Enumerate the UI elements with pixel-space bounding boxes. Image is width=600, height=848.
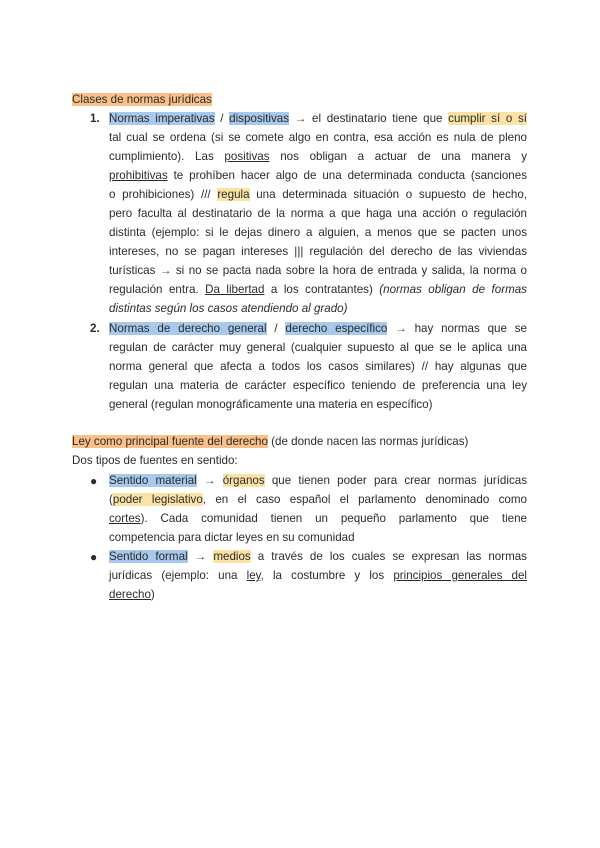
bullet-icon: ● <box>90 550 98 564</box>
section-heading-clases <box>72 92 212 108</box>
highlight-medios: medios <box>213 550 251 563</box>
item1-line-4 <box>109 168 527 184</box>
item2-line-5: general (regulan monográficamente una materia en específico) <box>109 398 433 411</box>
text: te prohíben hacer algo de una determinada conducta (sanciones <box>167 169 527 182</box>
underlined-principios: principios generales del <box>393 569 527 582</box>
underlined-derecho: derecho <box>109 588 151 601</box>
item2-line-3: norma general que afecta a todos los casos similares) // hay algunas que <box>109 360 527 373</box>
text: a través de los cuales se expresan las normas <box>250 550 527 563</box>
text: regulación entra. <box>109 283 206 296</box>
highlight-sentido-material: Sentido material <box>109 474 197 487</box>
highlight-dispositivas: dispositivas <box>229 112 290 125</box>
text: nos obligan a actuar de una manera y <box>269 150 527 163</box>
bullet2-line-3 <box>109 587 155 603</box>
text: ) <box>150 588 155 601</box>
underlined-positivas: positivas <box>224 150 270 163</box>
underlined-cortes: cortes <box>109 512 141 525</box>
bullet1-line-1 <box>109 473 527 489</box>
bullet2-line-2 <box>109 568 527 584</box>
text: cumplimiento). Las <box>109 150 225 163</box>
bullet1-line-4: competencia para dictar leyes en su comunidad <box>109 531 355 544</box>
text: o prohibiciones) /// <box>109 188 218 201</box>
item2-line-4: regulan una materia de carácter específico teniendo de preferencia una ley <box>109 379 527 392</box>
bullet-icon: ● <box>90 474 98 488</box>
item1-line-5 <box>109 187 527 203</box>
highlight-imperativas: Normas imperativas <box>109 112 215 125</box>
bullet2-line-1 <box>109 549 527 565</box>
item1-line-3 <box>109 149 527 165</box>
slash: / <box>214 112 230 125</box>
item2-line-1 <box>109 321 527 337</box>
text: ( <box>109 493 113 506</box>
heading-rest: (de donde nacen las normas jurídicas) <box>267 435 469 448</box>
item1-line-11: distintas según los casos atendiendo al grado) <box>109 302 348 315</box>
list-number-1: 1. <box>90 112 100 125</box>
item1-line-8: intereses, no se pagan intereses ||| regulación del derecho de las viviendas <box>109 245 527 258</box>
text: → hay normas que se <box>387 322 528 335</box>
item1-line-10 <box>109 282 527 298</box>
item1-line-7: distinta (ejemplo: si le dejas dinero a alguien, a menos que se pacten unos <box>109 226 527 239</box>
text: → el destinatario tiene que <box>289 112 449 125</box>
text: que tienen poder para crear normas jurídicas <box>264 474 527 487</box>
text: una determinada situación o supuesto de hecho, <box>249 188 528 201</box>
underlined-prohibitivas: prohibitivas <box>109 169 168 182</box>
bullet1-line-3 <box>109 511 527 527</box>
subheading-tipos: Dos tipos de fuentes en sentido: <box>72 454 238 467</box>
highlight-cumplir: cumplir sí o sí <box>448 112 528 125</box>
highlight-derecho-general: Normas de derecho general <box>109 322 267 335</box>
section-heading-ley <box>72 434 468 450</box>
item2-line-2: regulan de carácter muy general (cualquier supuesto al que se le aplica una <box>109 341 527 354</box>
list-number-2: 2. <box>90 322 100 335</box>
text: jurídicas (ejemplo: una <box>109 569 247 582</box>
highlight-derecho-especifico: derecho específico <box>285 322 388 335</box>
text: , en el caso español el parlamento denominado como <box>202 493 527 506</box>
underlined-da-libertad: Da libertad <box>205 283 265 296</box>
heading-highlight: Ley como principal fuente del derecho <box>72 435 268 448</box>
italic-note: (normas obligan de formas <box>379 283 527 296</box>
text: ). Cada comunidad tienen un pequeño parlamento que tiene <box>140 512 527 525</box>
item1-line-9: turísticas → si no se pacta nada sobre la hora de entrada y salida, la norma o <box>109 264 527 277</box>
heading-highlight: Clases de normas jurídicas <box>72 93 212 106</box>
highlight-regula: regula <box>217 188 250 201</box>
underlined-ley: ley <box>246 569 261 582</box>
arrow: → <box>187 550 214 563</box>
item1-line-1 <box>109 111 527 127</box>
highlight-poder-legislativo: poder legislativo <box>112 493 203 506</box>
slash: / <box>266 322 286 335</box>
arrow: → <box>196 474 223 487</box>
bullet1-line-2 <box>109 492 527 508</box>
text: , la costumbre y los <box>260 569 394 582</box>
highlight-sentido-formal: Sentido formal <box>109 550 188 563</box>
highlight-organos: órganos <box>222 474 265 487</box>
item1-line-6: pero faculta al destinatario de la norma a que haga una acción o regulación <box>109 207 527 220</box>
text: a los contratantes) <box>264 283 380 296</box>
item1-line-2: tal cual se ordena (si se comete algo en contra, esa acción es nula de pleno <box>109 131 527 144</box>
